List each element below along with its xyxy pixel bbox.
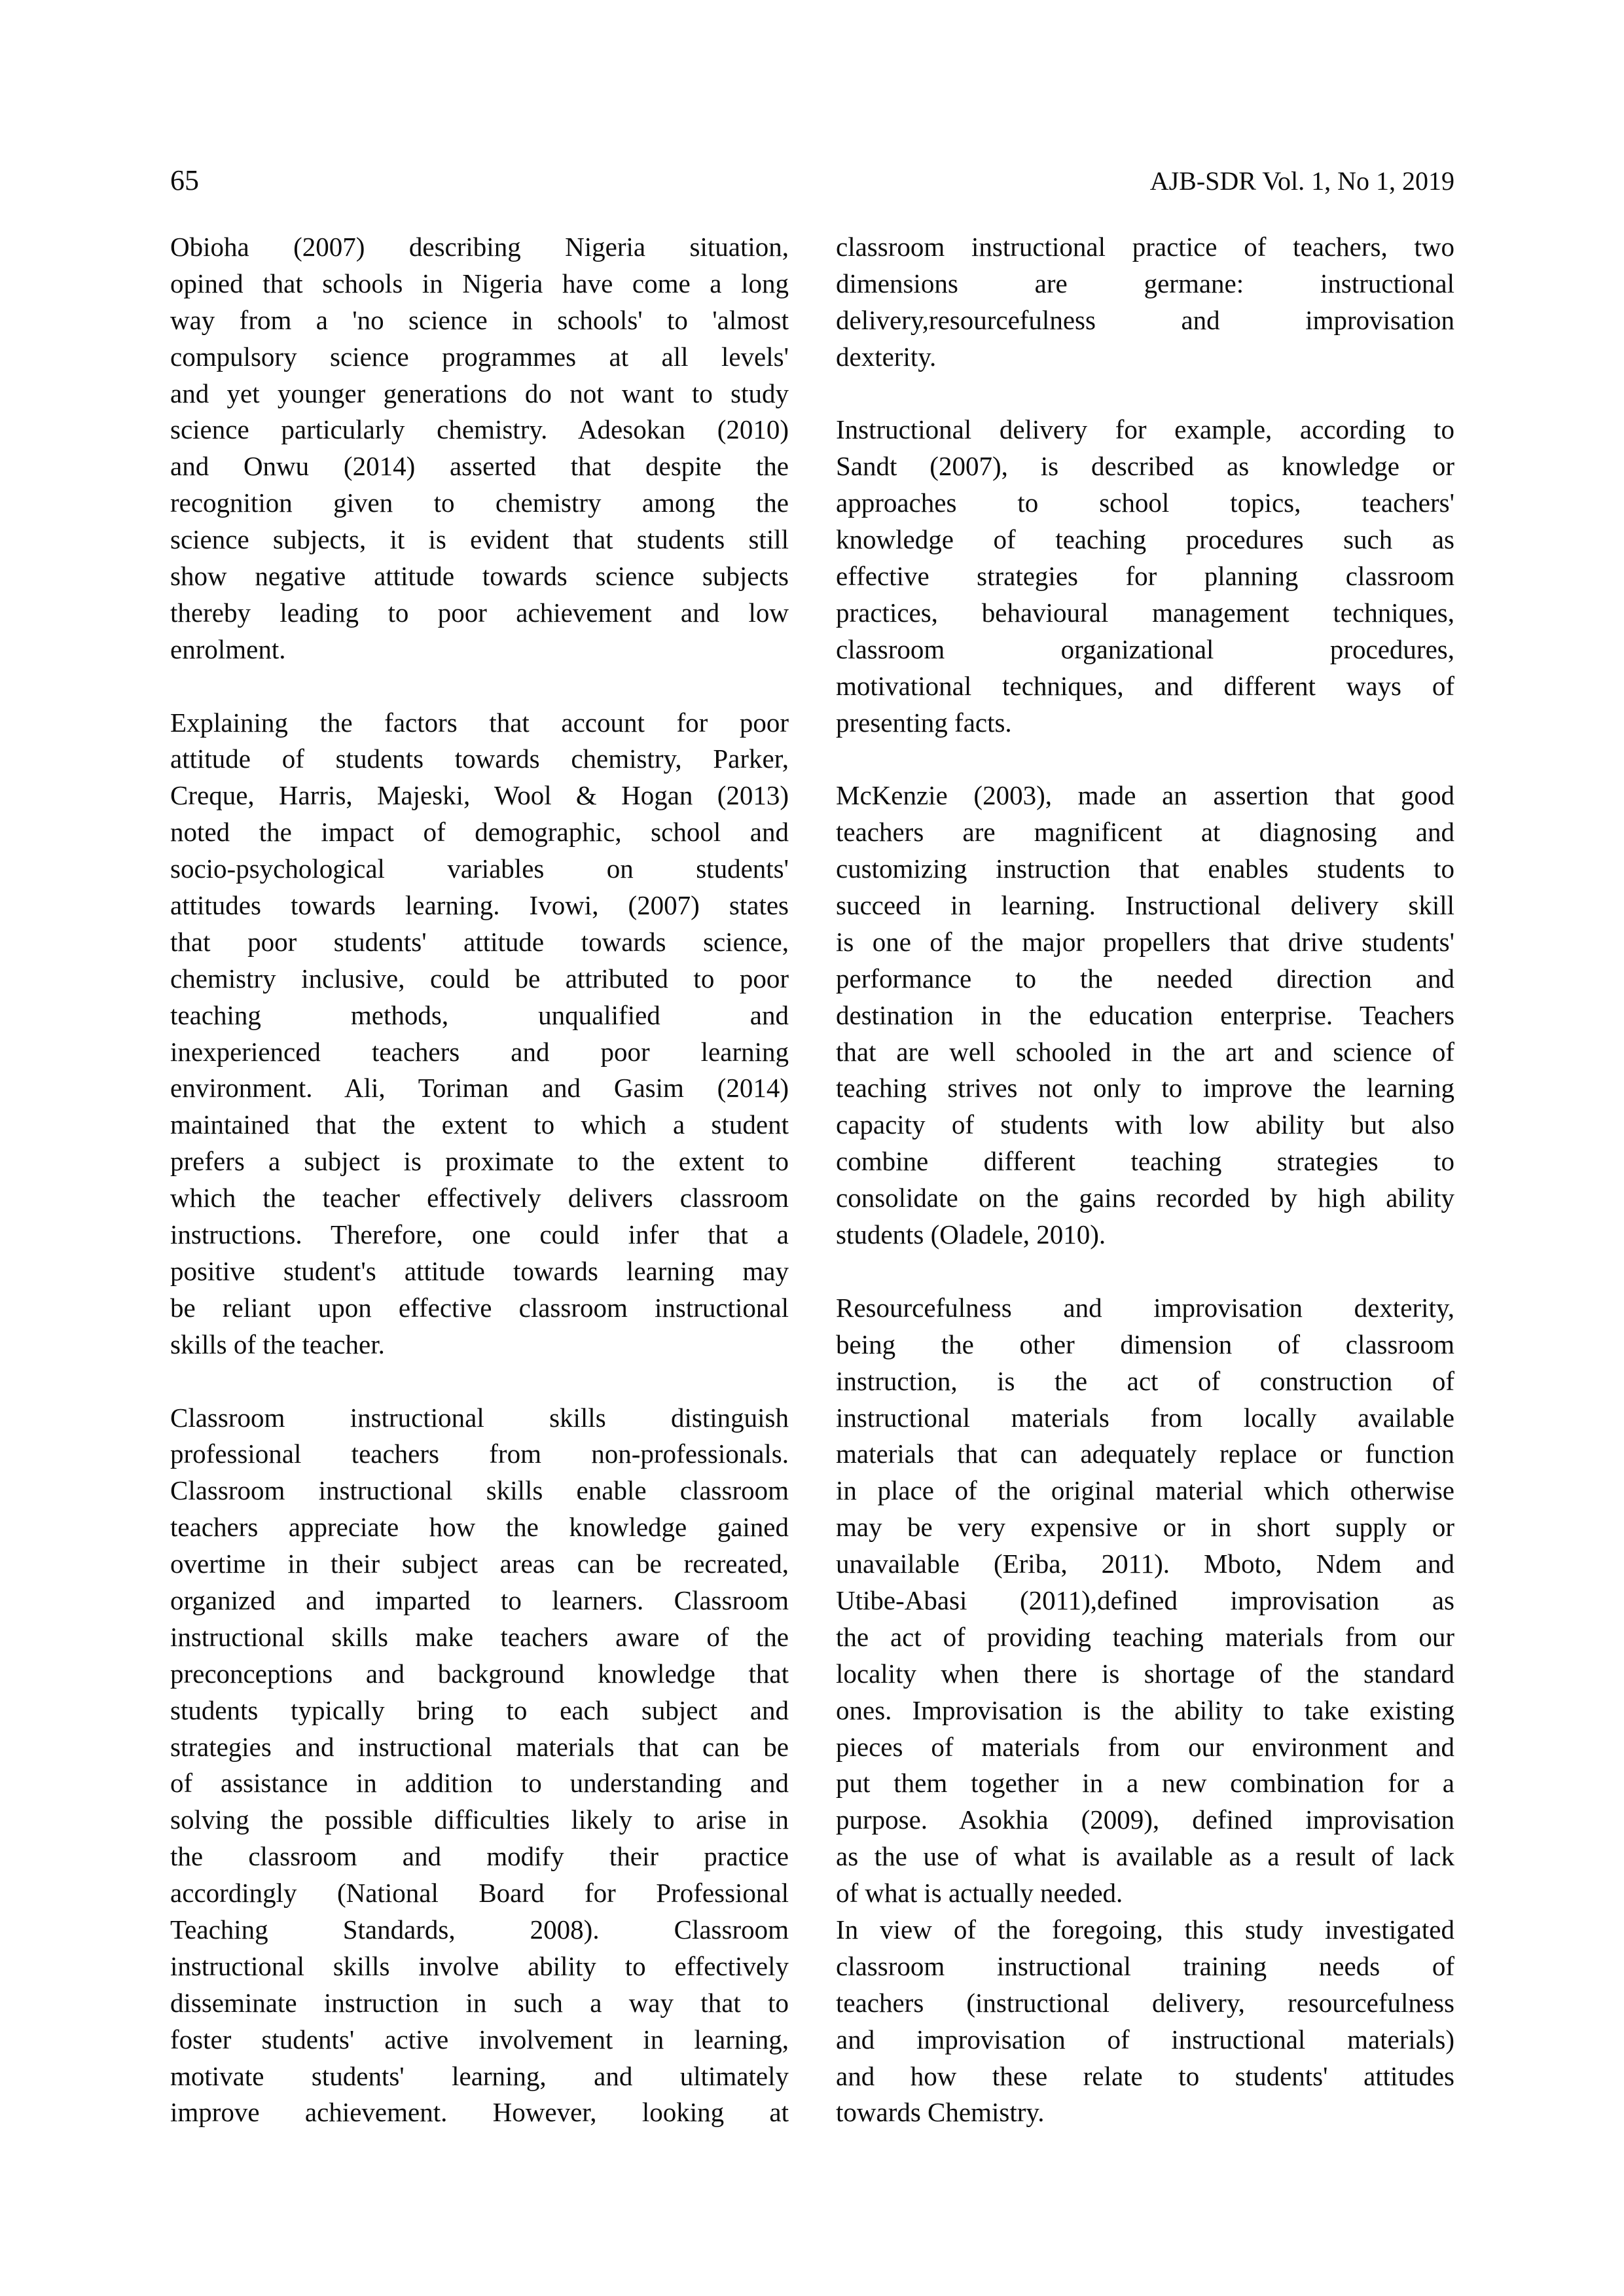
text-line: practices, behavioural management techniques, — [836, 597, 1454, 628]
paragraph — [836, 412, 1454, 741]
page-number: 65 — [170, 164, 199, 196]
text-line: show negative attitude towards science subjects — [170, 561, 789, 592]
text-line: inexperienced teachers and poor learning — [170, 1036, 789, 1067]
text-line: unavailable (Eriba, 2011). Mboto, Ndem and — [836, 1549, 1454, 1579]
text-line: classroom instructional practice of teachers, two — [836, 232, 1454, 262]
text-line: in place of the original material which otherwise — [836, 1475, 1454, 1506]
text-line: Teaching Standards, 2008). Classroom — [170, 1914, 789, 1945]
text-line: enrolment. — [170, 634, 286, 664]
text-line: which the teacher effectively delivers classroom — [170, 1183, 789, 1213]
text-line: recognition given to chemistry among the — [170, 488, 789, 518]
text-line: Instructional delivery for example, according to — [836, 414, 1454, 445]
text-line: dexterity. — [836, 341, 937, 372]
text-line: Creque, Harris, Majeski, Wool & Hogan (2013) — [170, 780, 789, 811]
text-line: science particularly chemistry. Adesokan (2010) — [170, 414, 789, 445]
text-line: teaching methods, unqualified and — [170, 999, 789, 1030]
paragraph — [170, 705, 789, 1363]
text-line: accordingly (National Board for Professional — [170, 1878, 789, 1909]
text-line: disseminate instruction in such a way that to — [170, 1987, 789, 2018]
text-line: Explaining the factors that account for poor — [170, 707, 789, 738]
text-line: compulsory science programmes at all levels' — [170, 341, 789, 372]
text-line: consolidate on the gains recorded by high ability — [836, 1183, 1454, 1213]
page-header — [170, 162, 1454, 199]
text-line: locality when there is shortage of the standard — [836, 1658, 1454, 1689]
text-line: thereby leading to poor achievement and low — [170, 597, 789, 628]
text-line: instructional skills involve ability to effectively — [170, 1950, 789, 1981]
text-line: Resourcefulness and improvisation dexterity, — [836, 1292, 1454, 1323]
text-line: that are well schooled in the art and science of — [836, 1036, 1454, 1067]
text-line: Classroom instructional skills distinguish — [170, 1402, 789, 1433]
text-line: preconceptions and background knowledge that — [170, 1658, 789, 1689]
text-line: and yet younger generations do not want to study — [170, 378, 789, 408]
text-line: teachers are magnificent at diagnosing and — [836, 817, 1454, 848]
text-line: being the other dimension of classroom — [836, 1329, 1454, 1359]
text-line: strategies and instructional materials that can be — [170, 1731, 789, 1762]
text-line: and Onwu (2014) asserted that despite the — [170, 451, 789, 482]
text-line: Obioha (2007) describing Nigeria situation, — [170, 232, 789, 262]
text-line: maintained that the extent to which a student — [170, 1109, 789, 1140]
text-line: instructions. Therefore, one could infer that a — [170, 1219, 789, 1250]
text-line: destination in the education enterprise. Teachers — [836, 999, 1454, 1030]
text-line: effective strategies for planning classroom — [836, 561, 1454, 592]
text-line: instruction, is the act of construction of — [836, 1365, 1454, 1396]
text-line: of assistance in addition to understanding and — [170, 1768, 789, 1799]
text-line: students (Oladele, 2010). — [836, 1219, 1106, 1250]
text-line: improve achievement. However, looking at — [170, 2097, 789, 2128]
text-line: In view of the foregoing, this study investigated — [836, 1914, 1454, 1945]
text-line: socio-psychological variables on students' — [170, 853, 789, 884]
text-line: motivational techniques, and different ways of — [836, 670, 1454, 701]
text-line: of what is actually needed. — [836, 1878, 1123, 1909]
text-line: be reliant upon effective classroom instructional — [170, 1292, 789, 1323]
text-line: skills of the teacher. — [170, 1329, 385, 1359]
text-line: customizing instruction that enables students to — [836, 853, 1454, 884]
text-line: performance to the needed direction and — [836, 963, 1454, 994]
text-line: towards Chemistry. — [836, 2097, 1045, 2128]
text-line: environment. Ali, Toriman and Gasim (2014) — [170, 1073, 789, 1103]
text-line: McKenzie (2003), made an assertion that good — [836, 780, 1454, 811]
text-line: Classroom instructional skills enable classroom — [170, 1475, 789, 1506]
text-line: that poor students' attitude towards science, — [170, 926, 789, 957]
text-line: overtime in their subject areas can be recreated, — [170, 1549, 789, 1579]
text-line: science subjects, it is evident that students still — [170, 524, 789, 555]
text-line: instructional skills make teachers aware of the — [170, 1621, 789, 1652]
left-column — [170, 229, 789, 2131]
text-line: professional teachers from non-professionals. — [170, 1439, 789, 1469]
text-line: opined that schools in Nigeria have come a long — [170, 268, 789, 298]
text-line: may be very expensive or in short supply or — [836, 1512, 1454, 1543]
paragraph — [836, 229, 1454, 376]
text-line: solving the possible difficulties likely to arise in — [170, 1804, 789, 1835]
text-line: is one of the major propellers that drive students' — [836, 926, 1454, 957]
text-line: noted the impact of demographic, school and — [170, 817, 789, 848]
text-line: presenting facts. — [836, 707, 1012, 738]
right-column — [836, 229, 1454, 2131]
text-line: pieces of materials from our environment and — [836, 1731, 1454, 1762]
text-line: teachers (instructional delivery, resourcefulness — [836, 1987, 1454, 2018]
paragraph — [170, 1400, 789, 2132]
text-line: attitude of students towards chemistry, Parker, — [170, 744, 789, 774]
text-line: the act of providing teaching materials from our — [836, 1621, 1454, 1652]
text-line: organized and imparted to learners. Classroom — [170, 1585, 789, 1615]
paragraph — [836, 1912, 1454, 2131]
text-line: succeed in learning. Instructional delivery skill — [836, 890, 1454, 921]
text-line: attitudes towards learning. Ivowi, (2007) states — [170, 890, 789, 921]
text-line: classroom organizational procedures, — [836, 634, 1454, 664]
text-line: ones. Improvisation is the ability to take existing — [836, 1695, 1454, 1725]
journal-reference: AJB-SDR Vol. 1, No 1, 2019 — [1149, 166, 1454, 196]
text-line: as the use of what is available as a result of lack — [836, 1841, 1454, 1872]
text-line: knowledge of teaching procedures such as — [836, 524, 1454, 555]
paragraph — [170, 229, 789, 668]
text-line: the classroom and modify their practice — [170, 1841, 789, 1872]
text-line: way from a 'no science in schools' to 'almost — [170, 304, 789, 335]
text-line: motivate students' learning, and ultimately — [170, 2060, 789, 2091]
text-line: prefers a subject is proximate to the extent to — [170, 1146, 789, 1177]
text-line: approaches to school topics, teachers' — [836, 488, 1454, 518]
text-line: delivery,resourcefulness and improvisation — [836, 304, 1454, 335]
article-body — [170, 229, 1454, 2131]
text-line: teachers appreciate how the knowledge gained — [170, 1512, 789, 1543]
text-line: chemistry inclusive, could be attributed to poor — [170, 963, 789, 994]
text-line: purpose. Asokhia (2009), defined improvisation — [836, 1804, 1454, 1835]
text-line: classroom instructional training needs of — [836, 1950, 1454, 1981]
text-line: foster students' active involvement in learning, — [170, 2024, 789, 2054]
text-line: and improvisation of instructional materials) — [836, 2024, 1454, 2054]
text-line: capacity of students with low ability but also — [836, 1109, 1454, 1140]
text-line: students typically bring to each subject and — [170, 1695, 789, 1725]
text-line: materials that can adequately replace or function — [836, 1439, 1454, 1469]
text-line: combine different teaching strategies to — [836, 1146, 1454, 1177]
text-line: Sandt (2007), is described as knowledge or — [836, 451, 1454, 482]
text-line: and how these relate to students' attitudes — [836, 2060, 1454, 2091]
text-line: positive student's attitude towards learning may — [170, 1255, 789, 1286]
text-line: dimensions are germane: instructional — [836, 268, 1454, 298]
text-line: put them together in a new combination for a — [836, 1768, 1454, 1799]
paragraph — [836, 1290, 1454, 1912]
paragraph — [836, 778, 1454, 1253]
text-line: teaching strives not only to improve the learning — [836, 1073, 1454, 1103]
text-line: instructional materials from locally available — [836, 1402, 1454, 1433]
text-line: Utibe-Abasi (2011),defined improvisation as — [836, 1585, 1454, 1615]
